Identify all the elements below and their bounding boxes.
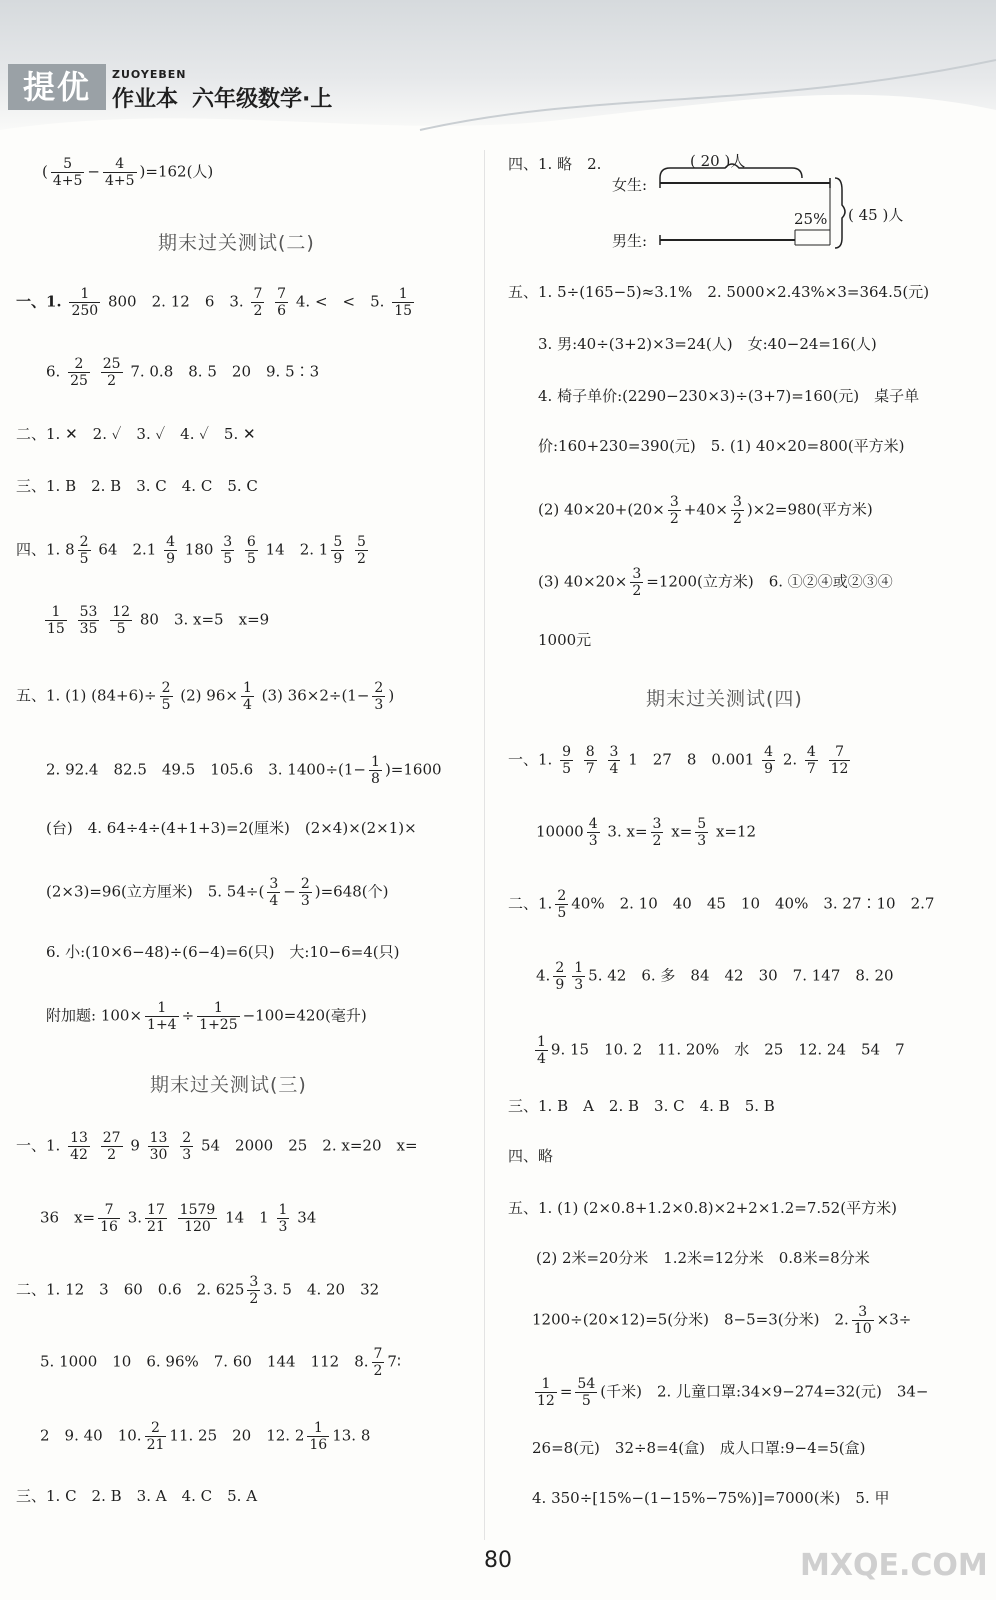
page-number: 80 xyxy=(484,1548,512,1573)
book-subject: 六年级数学·上 xyxy=(192,87,333,112)
answer-line: $\frac{1}{12}$ = $\frac{54}{5}$ (千米) 2. 儿童口罩:34×9−274=32(元) 34− xyxy=(537,1376,929,1409)
brand-logo: 提优 xyxy=(8,64,106,110)
answer-line: 4. $\frac{2}{9}$ $\frac{1}{3}$ 5. 42 6. 多 84 42 30 7. 147 8. 20 xyxy=(536,960,894,993)
answer-line: 四、略 xyxy=(508,1147,554,1165)
answer-line: 五、1. 5÷(165−5)≈3.1% 2. 5000×2.43%×3=364.5(元) xyxy=(508,283,930,301)
answer-line: 三、1. C 2. B 3. A 4. C 5. A xyxy=(16,1487,258,1505)
bar-diagram xyxy=(612,150,960,260)
answer-line: 一、1. $\frac{9}{5}$ $\frac{8}{7}$ $\frac{3}{4}$ 1 27 8 0.001 $\frac{4}{9}$ 2. $\frac{4}{7}$ $\frac{7}{12}$ xyxy=(508,744,849,777)
answer-line: 五、1. (1) (2×0.8+1.2×0.8)×2+2×1.2=7.52(平方米) xyxy=(508,1199,897,1217)
answer-line: 6. $\frac{2}{25}$ $\frac{25}{2}$ 7. 0.8 8. 5 20 9. 5∶3 xyxy=(46,356,320,389)
answer-line: 3. 男:40÷(3+2)×3=24(人) 女:40−24=16(人) xyxy=(538,335,877,353)
section-title-test4: 期末过关测试(四) xyxy=(646,688,803,710)
answer-line: 一、1. $\frac{1}{250}$ 800 2. 12 6 3. $\frac{7}{2}$ $\frac{7}{6}$ 4. < < 5. $\frac{1}{15}$ xyxy=(16,286,413,319)
answer-line: 5. 1000 10 6. 96% 7. 60 144 112 8. $\frac{7}{2}$ 7∶ xyxy=(40,1346,401,1379)
answer-line: 4. 椅子单价:(2290−230×3)÷(3+7)=160(元) 桌子单 xyxy=(538,387,920,405)
answer-line: 1200÷(20×12)=5(分米) 8−5=3(分米) 2. $\frac{3}{10}$ ×3÷ xyxy=(532,1304,912,1337)
diagram-lines xyxy=(620,150,960,260)
answer-line: $\frac{1}{15}$ $\frac{53}{35}$ $\frac{12}{5}$ 80 3. x=5 x=9 xyxy=(47,604,270,637)
answer-line: (2) 40×20+(20× $\frac{3}{2}$ +40× $\frac{3}{2}$ )×2=980(平方米) xyxy=(538,494,873,527)
answer-line: 三、1. B A 2. B 3. C 4. B 5. B xyxy=(508,1097,775,1115)
answer-line: (2) 2米=20分米 1.2米=12分米 0.8米=8分米 xyxy=(536,1249,870,1267)
answer-line-extra: 附加题: 100× $\frac{1}{1+4}$ ÷ $\frac{1}{1+25}$ −100=420(毫升) xyxy=(46,1000,367,1033)
diagram-boys-label: 男生: xyxy=(612,232,648,250)
fraction: $\frac{5}{4+5}$ xyxy=(52,156,83,189)
diagram-top-label: ( 20 )人 xyxy=(690,152,746,170)
brand-pinyin: ZUOYEBEN xyxy=(112,68,187,81)
section-title-test2: 期末过关测试(二) xyxy=(158,232,315,254)
watermark-logo: MXQE.COM xyxy=(800,1548,988,1583)
column-divider xyxy=(484,150,485,1540)
answer-line: (3) 40×20× $\frac{3}{2}$ =1200(立方米) 6. ①②④或②③④ xyxy=(538,566,893,599)
answer-line: 1000元 xyxy=(538,631,592,649)
answer-line: 36 x= $\frac{7}{16}$ 3. $\frac{17}{21}$ $\frac{1579}{120}$ 14 1 $\frac{1}{3}$ 34 xyxy=(40,1202,317,1235)
fraction: $\frac{4}{4+5}$ xyxy=(104,156,135,189)
book-name: 作业本 xyxy=(112,87,179,112)
diagram-percent-label: 25% xyxy=(794,210,828,228)
answer-line: 2 9. 40 10. $\frac{2}{21}$ 11. 25 20 12. 2 $\frac{1}{16}$ 13. 8 xyxy=(40,1420,371,1453)
answer-line: 10000 $\frac{4}{3}$ 3. x= $\frac{3}{2}$ x= $\frac{5}{3}$ x=12 xyxy=(536,816,757,849)
answer-line: 四、1. 8 $\frac{2}{5}$ 64 2.1 $\frac{4}{9}$ 180 $\frac{3}{5}$ $\frac{6}{5}$ 14 2. 1 $\frac{5}{9}$ $\frac{5}{2}$ xyxy=(16,534,366,567)
answer-line: 五、1. (1) (84+6)÷ $\frac{2}{5}$ (2) 96× $\frac{1}{4}$ (3) 36×2÷(1− $\frac{2}{3}$ ) xyxy=(16,680,395,713)
answer-line: 四、1. 略 2. xyxy=(508,155,602,173)
diagram-side-label: ( 45 )人 xyxy=(848,206,904,224)
answer-line: 4. 350÷[15%−(1−15%−75%)]=7000(米) 5. 甲 xyxy=(532,1489,890,1507)
answer-line: 二、1. 12 3 60 0.6 2. 625 $\frac{3}{2}$ 3. 5 4. 20 32 xyxy=(16,1274,380,1307)
answer-line: 一、1. $\frac{13}{42}$ $\frac{27}{2}$ 9 $\frac{13}{30}$ $\frac{2}{3}$ 54 2000 25 2. x=20 x= xyxy=(16,1130,418,1163)
answer-line: (台) 4. 64÷4÷(4+1+3)=2(厘米) (2×4)×(2×1)× xyxy=(46,819,417,837)
answer-line: 26=8(元) 32÷8=4(盒) 成人口罩:9−4=5(盒) xyxy=(532,1439,866,1457)
answer-line: $\frac{1}{4}$ 9. 15 10. 2 11. 20% 水 25 12. 24 54 7 xyxy=(537,1034,905,1067)
answer-line: 三、1. B 2. B 3. C 4. C 5. C xyxy=(16,477,258,495)
diagram-girls-label: 女生: xyxy=(612,176,648,194)
answer-line: 2. 92.4 82.5 49.5 105.6 3. 1400÷(1− $\frac{1}{8}$ )=1600 xyxy=(46,754,442,787)
answer-line: 6. 小:(10×6−48)÷(6−4)=6(只) 大:10−6=4(只) xyxy=(46,943,400,961)
answer-line: 二、1. ✕ 2. ✓ 3. ✓ 4. ✓ 5. ✕ xyxy=(16,425,256,443)
top-formula: ( $\frac{5}{4+5}$ − $\frac{4}{4+5}$ )=162(人) xyxy=(42,156,214,189)
section-title-test3: 期末过关测试(三) xyxy=(150,1074,307,1096)
answer-line: 二、1. $\frac{2}{5}$ 40% 2. 10 40 45 10 40% 3. 27∶10 2.7 xyxy=(508,888,935,921)
answer-line: 价:160+230=390(元) 5. (1) 40×20=800(平方米) xyxy=(538,437,905,455)
answer-line: (2×3)=96(立方厘米) 5. 54÷( $\frac{3}{4}$ − $\frac{2}{3}$ )=648(个) xyxy=(46,876,389,909)
book-title xyxy=(112,82,346,113)
